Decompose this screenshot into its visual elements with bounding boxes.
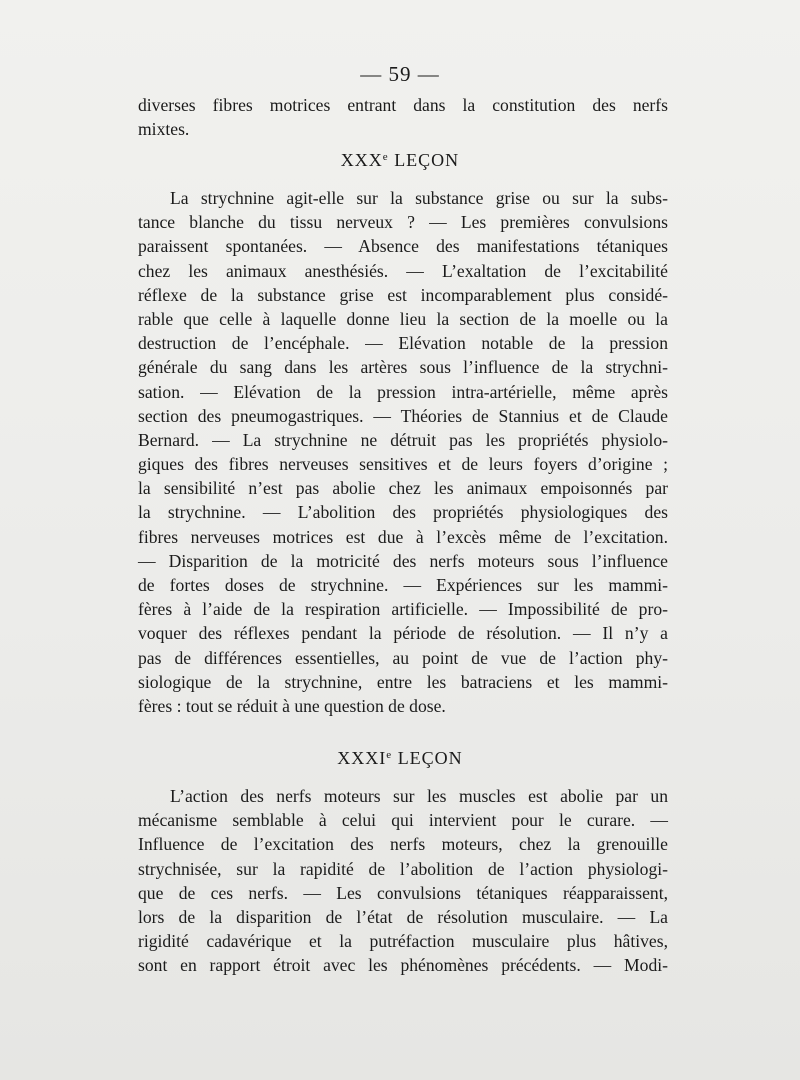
text-line: siologique de la strychnine, entre les batraciens et les mammi- [138,671,668,692]
text-line: sont en rapport étroit avec les phénomènes précédents. — Modi- [138,955,668,976]
text-line: de fortes doses de strychnine. — Expériences sur les mammi- [138,575,668,595]
lesson-30-numeral: XXX [340,150,383,170]
text-line: mécanisme semblable à celui qui intervient pour le curare. — [138,810,668,831]
lesson-30-summary [138,186,668,718]
text-line: sation. — Elévation de la pression intra-artérielle, même après [138,381,668,402]
text-line: — Disparition de la motricité des nerfs moteurs sous l’influence [138,550,668,571]
text-line: fères à l’aide de la respiration artificielle. — Impossibilité de pro- [138,599,668,620]
text-line: diverses fibres motrices entrant dans la constitution des nerfs [138,95,668,115]
lesson-30-heading [0,150,800,171]
text-line: strychnisée, sur la rapidité de l’abolition de l’action physiologi- [138,858,668,879]
text-line: paraissent spontanées. — Absence des manifestations tétaniques [138,236,668,257]
text-line: que de ces nerfs. — Les convulsions tétaniques réapparaissent, [138,882,668,903]
lesson-30-superscript: e [382,151,389,163]
text-line: L’action des nerfs moteurs sur les muscles est abolie par un [170,786,668,806]
lesson-31-heading [0,748,800,769]
lesson-31-summary [138,784,668,978]
text-line: mixtes. [138,119,190,140]
text-line: réflexe de la substance grise est incomparablement plus considé- [138,284,668,305]
page-number: — 59 — [360,62,440,86]
text-line: Influence de l’excitation des nerfs moteurs, chez la grenouille [138,834,668,855]
text-line: tance blanche du tissu nerveux ? — Les premières convulsions [138,212,668,233]
lesson-31-word: LEÇON [397,748,463,768]
text-line: chez les animaux anesthésiés. — L’exaltation de l’excitabilité [138,260,668,281]
text-line: rigidité cadavérique et la putréfaction musculaire plus hâtives, [138,931,668,952]
text-line: rable que celle à laquelle donne lieu la section de la moelle ou la [138,308,668,329]
text-line: lors de la disparition de l’état de résolution musculaire. — La [138,906,668,927]
text-line: pas de différences essentielles, au point de vue de l’action phy- [138,647,668,668]
text-line: générale du sang dans les artères sous l’influence de la strychni- [138,357,668,378]
lesson-31-superscript: e [386,749,393,761]
text-line: la sensibilité n’est pas abolie chez les animaux empoisonnés par [138,478,668,499]
text-line: giques des fibres nerveuses sensitives et de leurs foyers d’origine ; [138,454,668,475]
text-line: section des pneumogastriques. — Théories de Stannius et de Claude [138,405,668,426]
text-line: destruction de l’encéphale. — Elévation notable de la pression [138,333,668,354]
text-line: La strychnine agit-elle sur la substance grise ou sur la subs- [170,188,668,208]
intro-paragraph [138,93,668,141]
text-line: fères : tout se réduit à une question de dose. [138,695,446,716]
text-line: Bernard. — La strychnine ne détruit pas les propriétés physiolo- [138,429,668,450]
text-line: fibres nerveuses motrices est due à l’excès même de l’excitation. [138,526,668,547]
lesson-30-word: LEÇON [394,150,460,170]
text-line: voquer des réflexes pendant la période de résolution. — Il n’y a [138,623,668,644]
text-line: la strychnine. — L’abolition des propriétés physiologiques des [138,502,668,523]
lesson-31-numeral: XXXI [337,748,387,768]
